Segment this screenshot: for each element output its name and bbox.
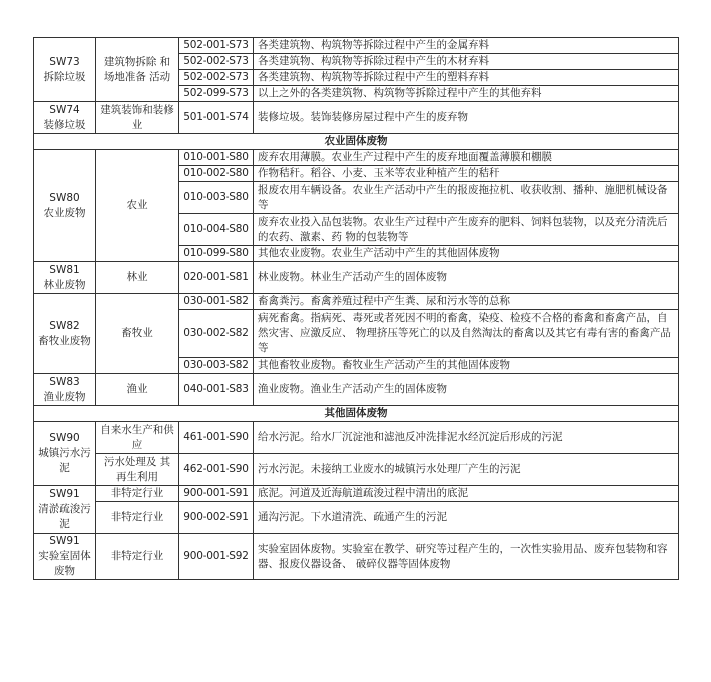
waste-code: 502-002-S73	[179, 70, 254, 86]
category-name: 城镇污水污泥	[38, 447, 91, 474]
waste-code: 030-001-S82	[179, 294, 254, 310]
waste-description: 报废农用车辆设备。农业生产活动中产生的报废拖拉机、收获收割、播种、施肥机械设备等	[254, 182, 679, 214]
industry-cell: 渔业	[96, 374, 179, 406]
waste-description: 其他畜牧业废物。畜牧业生产活动产生的其他固体废物	[254, 358, 679, 374]
industry-cell: 农业	[96, 150, 179, 262]
category-cell	[34, 294, 96, 374]
waste-description: 实验室固体废物。实验室在教学、研究等过程产生的，一次性实验用品、废弃包装物和容器、报废仪器设备、 破碎仪器等固体废物	[254, 534, 679, 580]
waste-description: 各类建筑物、构筑物等拆除过程中产生的塑料弃料	[254, 70, 679, 86]
section-header-row	[34, 134, 679, 150]
category-cell	[34, 374, 96, 406]
industry-cell: 非特定行业	[96, 502, 179, 534]
industry-cell: 非特定行业	[96, 534, 179, 580]
table-row	[34, 262, 679, 294]
category-code: SW82	[49, 319, 80, 332]
industry-cell: 自来水生产和供应	[96, 422, 179, 454]
table-row	[34, 374, 679, 406]
category-code: SW90	[49, 432, 80, 444]
waste-code: 030-003-S82	[179, 358, 254, 374]
waste-description: 通沟污泥。下水道清洗、疏通产生的污泥	[254, 502, 679, 534]
section-title-agriculture: 农业固体废物	[34, 134, 679, 150]
waste-code: 461-001-S90	[179, 422, 254, 454]
waste-description: 废弃农业投入品包装物。农业生产过程中产生废弃的肥料、饲料包装物，以及充分清洗后的农药、激素、药 物的包装物等	[254, 214, 679, 246]
waste-description: 各类建筑物、构筑物等拆除过程中产生的木材弃料	[254, 54, 679, 70]
table-row	[34, 294, 679, 310]
table-row	[34, 534, 679, 580]
industry-cell: 非特定行业	[96, 486, 179, 502]
waste-description: 渔业废物。渔业生产活动产生的固体废物	[254, 374, 679, 406]
industry-cell: 建筑装饰和装修业	[96, 102, 179, 134]
waste-code: 502-002-S73	[179, 54, 254, 70]
waste-description: 给水污泥。给水厂沉淀池和滤池反冲洗排泥水经沉淀后形成的污泥	[254, 422, 679, 454]
waste-code: 020-001-S81	[179, 262, 254, 294]
table-row	[34, 150, 679, 166]
waste-code: 900-001-S91	[179, 486, 254, 502]
waste-description: 装修垃圾。装饰装修房屋过程中产生的废弃物	[254, 102, 679, 134]
category-cell	[34, 38, 96, 102]
table-row	[34, 502, 679, 534]
category-code: SW83	[49, 375, 80, 388]
waste-code: 502-001-S73	[179, 38, 254, 54]
category-cell	[34, 422, 96, 486]
waste-code: 900-002-S91	[179, 502, 254, 534]
category-code: SW73	[49, 55, 80, 68]
waste-code: 010-001-S80	[179, 150, 254, 166]
waste-code: 030-002-S82	[179, 310, 254, 358]
table-row	[34, 422, 679, 454]
category-name: 渔业废物	[43, 390, 86, 403]
category-code: SW91	[49, 488, 80, 500]
category-name: 畜牧业废物	[38, 334, 91, 347]
waste-code: 010-002-S80	[179, 166, 254, 182]
industry-cell: 污水处理及 其再生利用	[96, 454, 179, 486]
waste-code: 501-001-S74	[179, 102, 254, 134]
waste-description: 病死畜禽。指病死、毒死或者死因不明的畜禽，染疫、检疫不合格的畜禽和畜禽产品，自然灾害、应激反应、 物理挤压等死亡的以及自然淘汰的畜禽以及其它有毒有害的畜禽产品等	[254, 310, 679, 358]
waste-description: 畜禽粪污。畜禽养殖过程中产生粪、尿和污水等的总称	[254, 294, 679, 310]
table-row	[34, 486, 679, 502]
category-cell	[34, 534, 96, 580]
industry-cell: 林业	[96, 262, 179, 294]
category-cell	[34, 262, 96, 294]
section-header-row	[34, 406, 679, 422]
waste-code: 462-001-S90	[179, 454, 254, 486]
waste-code: 010-003-S80	[179, 182, 254, 214]
waste-code: 010-099-S80	[179, 246, 254, 262]
table-row	[34, 102, 679, 134]
table-row	[34, 38, 679, 54]
waste-classification-table	[33, 37, 679, 580]
waste-code: 900-001-S92	[179, 534, 254, 580]
waste-description: 废弃农用薄膜。农业生产过程中产生的废弃地面覆盖薄膜和棚膜	[254, 150, 679, 166]
waste-code: 010-004-S80	[179, 214, 254, 246]
industry-cell: 建筑物拆除 和场地准备 活动	[96, 38, 179, 102]
category-code: SW80	[49, 191, 80, 204]
waste-description: 各类建筑物、构筑物等拆除过程中产生的金属弃料	[254, 38, 679, 54]
category-code: SW81	[49, 263, 80, 276]
category-name: 拆除垃圾	[43, 70, 86, 83]
industry-cell: 畜牧业	[96, 294, 179, 374]
waste-description: 其他农业废物。农业生产活动中产生的其他固体废物	[254, 246, 679, 262]
category-name: 装修垃圾	[43, 118, 86, 131]
category-name: 实验室固体废物	[38, 550, 91, 577]
waste-description: 底泥。河道及近海航道疏浚过程中清出的底泥	[254, 486, 679, 502]
section-title-other: 其他固体废物	[34, 406, 679, 422]
category-cell	[34, 150, 96, 262]
waste-code: 040-001-S83	[179, 374, 254, 406]
waste-description: 作物秸秆。稻谷、小麦、玉米等农业种植产生的秸秆	[254, 166, 679, 182]
category-cell	[34, 486, 96, 534]
category-code: SW91	[49, 535, 80, 547]
category-name: 农业废物	[43, 206, 86, 219]
table-row	[34, 454, 679, 486]
waste-description: 林业废物。林业生产活动产生的固体废物	[254, 262, 679, 294]
category-name: 清淤疏浚污泥	[38, 503, 91, 530]
waste-code: 502-099-S73	[179, 86, 254, 102]
waste-description: 污水污泥。未接纳工业废水的城镇污水处理厂产生的污泥	[254, 454, 679, 486]
category-name: 林业废物	[43, 278, 86, 291]
waste-description: 以上之外的各类建筑物、构筑物等拆除过程中产生的其他弃料	[254, 86, 679, 102]
category-code: SW74	[49, 103, 80, 116]
category-cell	[34, 102, 96, 134]
